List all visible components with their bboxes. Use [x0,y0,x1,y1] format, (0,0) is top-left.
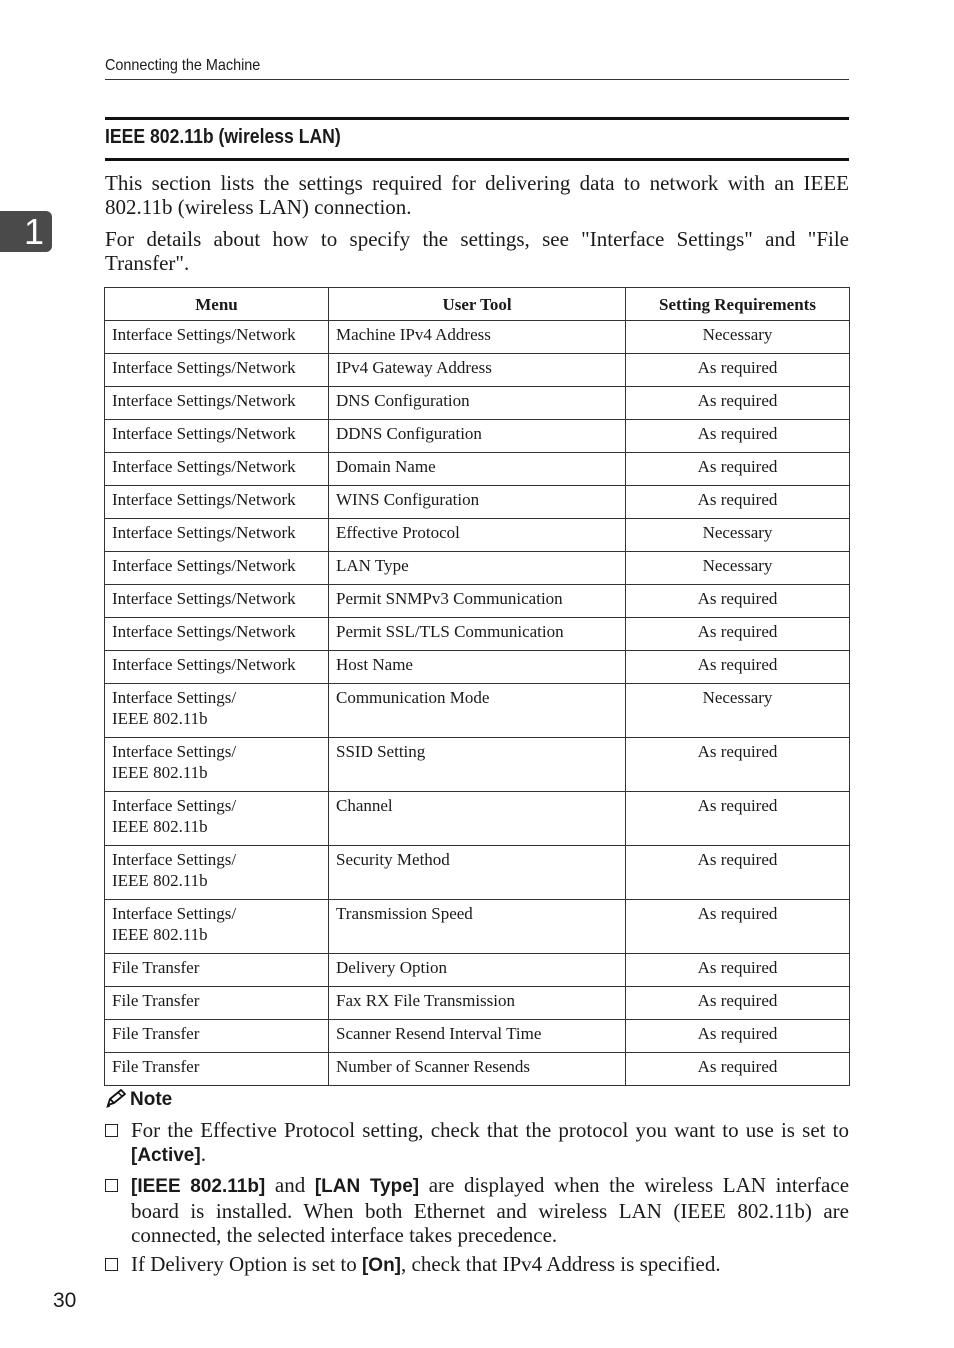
requirement-cell: As required [626,954,850,987]
requirement-cell: Necessary [626,684,850,738]
menu-cell [105,486,329,519]
table-row [105,1020,850,1053]
menu-path: Interface Settings/ [112,742,237,761]
checkbox-bullet-icon [105,1124,118,1137]
requirement-cell: Necessary [626,552,850,585]
note-text: If Delivery Option is set to [131,1252,362,1276]
menu-path: Interface Settings/Network [112,556,296,575]
table-row [105,954,850,987]
note-item-3 [105,1252,849,1278]
menu-cell [105,387,329,420]
table-row [105,792,850,846]
note-heading [105,1088,172,1111]
note-text: and [265,1173,315,1197]
menu-cell [105,519,329,552]
table-row [105,486,850,519]
table-header-row [105,288,850,321]
section-rule-bottom [105,158,849,161]
menu-path: Interface Settings/Network [112,589,296,608]
menu-cell [105,321,329,354]
menu-cell [105,792,329,846]
menu-path: Interface Settings/Network [112,457,296,476]
requirement-cell: As required [626,354,850,387]
note-heading-label: Note [130,1089,173,1110]
table-row [105,651,850,684]
details-paragraph: For details about how to specify the settings, see "Interface Settings" and "File Transfer". [105,227,849,275]
table-row [105,321,850,354]
user-tool-cell: DDNS Configuration [329,420,626,453]
menu-path: File Transfer [112,1057,200,1076]
user-tool-cell: Permit SSL/TLS Communication [329,618,626,651]
user-tool-cell: Effective Protocol [329,519,626,552]
menu-cell [105,420,329,453]
menu-cell [105,738,329,792]
menu-path: Interface Settings/ [112,850,237,869]
user-tool-cell: Communication Mode [329,684,626,738]
user-tool-cell: Scanner Resend Interval Time [329,1020,626,1053]
note-item-text [131,1118,849,1168]
menu-path: Interface Settings/ [112,688,237,707]
menu-path: Interface Settings/Network [112,523,296,542]
settings-table [104,287,850,1086]
menu-cell [105,618,329,651]
table-body [105,321,850,1086]
table-row [105,1053,850,1086]
user-tool-cell: Fax RX File Transmission [329,987,626,1020]
user-tool-cell: Transmission Speed [329,900,626,954]
menu-cell [105,1053,329,1086]
user-tool-cell: Permit SNMPv3 Communication [329,585,626,618]
table-row [105,387,850,420]
menu-cell [105,846,329,900]
user-tool-cell: Security Method [329,846,626,900]
menu-path: Interface Settings/Network [112,424,296,443]
menu-path: Interface Settings/Network [112,622,296,641]
user-tool-cell: Channel [329,792,626,846]
table-row [105,420,850,453]
note-text: are displayed when the wireless LAN interface board is installed. When both Ethernet and wireless LAN (IEEE 802.11b) are connected, the selected interface takes precedence. [131,1173,850,1247]
menu-cell [105,684,329,738]
section-title: IEEE 802.11b (wireless LAN) [105,126,341,148]
requirement-cell: As required [626,1020,850,1053]
intro-paragraph: This section lists the settings required for delivering data to network with an IEEE 802.11b (wireless LAN) connection. [105,171,849,219]
table-row [105,987,850,1020]
note-item-text [131,1173,849,1247]
menu-path: File Transfer [112,991,200,1010]
menu-cell [105,987,329,1020]
note-item-1 [105,1118,849,1168]
requirement-cell: As required [626,453,850,486]
requirement-cell: As required [626,486,850,519]
menu-cell [105,651,329,684]
requirement-cell: As required [626,420,850,453]
table-row [105,618,850,651]
menu-cell [105,1020,329,1053]
chapter-number: 1 [24,211,45,252]
checkbox-bullet-icon [105,1258,118,1271]
note-item-text [131,1252,849,1278]
table-row [105,519,850,552]
table-row [105,846,850,900]
menu-path-continued: IEEE 802.11b [112,817,208,836]
requirement-cell: As required [626,792,850,846]
menu-path: Interface Settings/Network [112,358,296,377]
menu-path: File Transfer [112,958,200,977]
page-number: 30 [53,1289,77,1312]
requirement-cell: As required [626,1053,850,1086]
note-text: For the Effective Protocol setting, check that the protocol you want to use is set to [131,1118,849,1142]
menu-path-continued: IEEE 802.11b [112,709,208,728]
requirement-cell: As required [626,987,850,1020]
menu-path-continued: IEEE 802.11b [112,763,208,782]
note-text: . [200,1142,206,1166]
user-tool-cell: Host Name [329,651,626,684]
menu-path: Interface Settings/ [112,904,237,923]
user-tool-cell: IPv4 Gateway Address [329,354,626,387]
menu-path-continued: IEEE 802.11b [112,925,208,944]
menu-path: Interface Settings/Network [112,325,296,344]
menu-cell [105,954,329,987]
requirement-cell: As required [626,618,850,651]
menu-cell [105,585,329,618]
table-row [105,900,850,954]
requirement-cell: As required [626,900,850,954]
user-tool-cell: SSID Setting [329,738,626,792]
section-rule-top [105,117,849,120]
menu-cell [105,354,329,387]
menu-path: File Transfer [112,1024,200,1043]
column-header-user-tool: User Tool [329,288,626,321]
running-header: Connecting the Machine [105,57,261,74]
menu-path: Interface Settings/Network [112,655,296,674]
menu-cell [105,453,329,486]
user-tool-cell: Delivery Option [329,954,626,987]
table-row [105,453,850,486]
requirement-cell: As required [626,846,850,900]
menu-path-continued: IEEE 802.11b [112,871,208,890]
user-tool-cell: DNS Configuration [329,387,626,420]
requirement-cell: As required [626,585,850,618]
user-tool-cell: LAN Type [329,552,626,585]
menu-path: Interface Settings/Network [112,391,296,410]
ui-key-label: [On] [361,1255,402,1276]
header-rule [105,79,849,80]
user-tool-cell: Machine IPv4 Address [329,321,626,354]
requirement-cell: As required [626,387,850,420]
menu-path: Interface Settings/Network [112,490,296,509]
note-item-2 [105,1173,849,1247]
chapter-tab [0,211,52,252]
ui-key-label: [Active] [131,1145,201,1166]
user-tool-cell: Domain Name [329,453,626,486]
requirement-cell: Necessary [626,519,850,552]
menu-path: Interface Settings/ [112,796,237,815]
user-tool-cell: Number of Scanner Resends [329,1053,626,1086]
requirement-cell: Necessary [626,321,850,354]
menu-cell [105,552,329,585]
pencil-icon [105,1088,127,1108]
ui-key-label: [IEEE 802.11b] [131,1176,266,1197]
requirement-cell: As required [626,651,850,684]
checkbox-bullet-icon [105,1179,118,1192]
table-row [105,552,850,585]
table-row [105,585,850,618]
table-row [105,738,850,792]
menu-cell [105,900,329,954]
table-row [105,684,850,738]
note-text: , check that IPv4 Address is specified. [401,1252,721,1276]
requirement-cell: As required [626,738,850,792]
ui-key-label: [LAN Type] [314,1176,420,1197]
column-header-menu: Menu [105,288,329,321]
column-header-setting-requirements: Setting Requirements [626,288,850,321]
user-tool-cell: WINS Configuration [329,486,626,519]
table-row [105,354,850,387]
